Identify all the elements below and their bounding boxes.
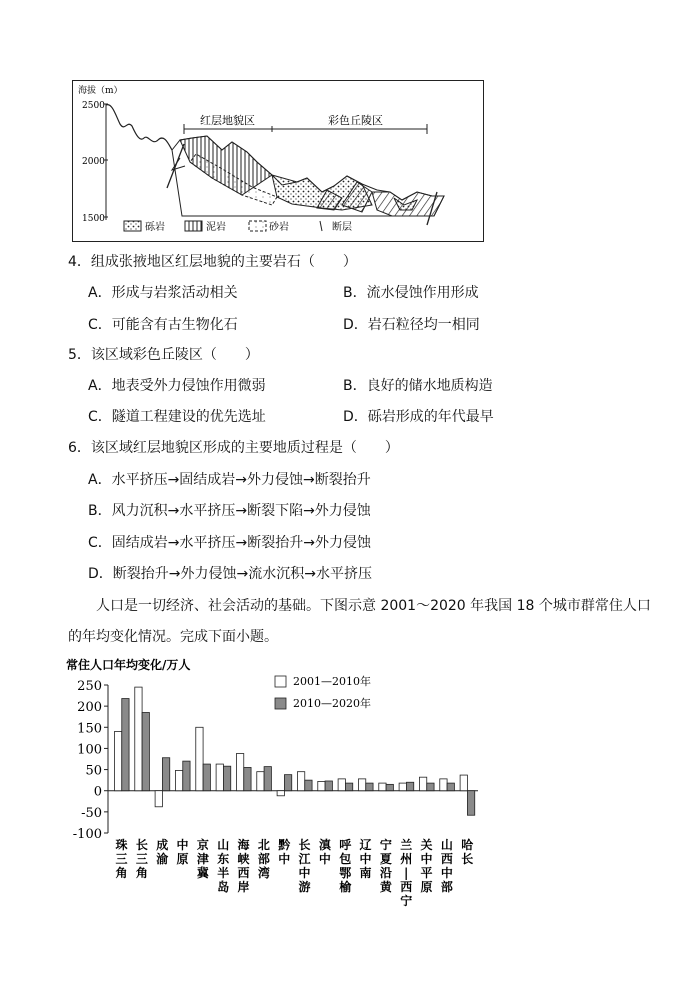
category-label: 滇中 [318,838,331,866]
geologic-cross-section [72,80,484,242]
legend-label: 2010—2020年 [293,697,371,710]
zone-label-red-beds: 红层地貌区 [200,114,255,127]
legend-label: 2001—2010年 [293,675,371,688]
category-label: 成渝 [156,838,169,866]
bar [427,783,434,791]
category-label: 北部湾 [257,838,270,880]
question-6-option-b[interactable]: B．风力沉积→水平挤压→断裂下陷→外力侵蚀 [88,503,371,519]
bar [358,779,365,791]
bar [406,782,413,790]
y-tick-label: 250 [77,679,102,694]
bar [203,764,210,791]
question-4-stem: 4．组成张掖地区红层地貌的主要岩石（ ） [68,254,357,270]
bar [460,775,467,791]
y-tick-label: 200 [77,700,102,716]
bar [244,767,251,790]
bar [297,772,304,791]
category-label: 山西中部 [440,838,453,894]
bar [183,761,190,791]
legend-sandstone-label: 砂岩 [269,222,289,233]
legend-swatch [275,676,286,687]
zone-label-colorful-hills: 彩色丘陵区 [328,114,383,127]
bar [236,754,243,791]
question-5-option-b[interactable]: B．良好的储水地质构造 [343,378,493,394]
bar [155,791,162,807]
population-change-bar-chart [60,655,480,910]
bar [440,779,447,791]
question-5-option-d[interactable]: D．砾岩形成的年代最早 [343,409,494,425]
category-label: 关中平原 [420,838,433,894]
legend-swatch [275,698,286,709]
bar [399,783,406,791]
bar [196,727,203,790]
geo-y-tick: 2500 [82,101,105,111]
question-5-option-c[interactable]: C．隧道工程建设的优先选址 [88,409,266,425]
bar [162,758,169,791]
category-label: 辽中南 [359,838,372,880]
intro-paragraph-line1: 人口是一切经济、社会活动的基础。下图示意 2001～2020 年我国 18 个城市群常住人口 [96,598,651,614]
bar [379,783,386,791]
category-label: 呼包鄂榆 [339,838,352,894]
bar [338,779,345,791]
intro-paragraph-line2: 的年均变化情况。完成下面小题。 [68,629,278,645]
question-4-option-b[interactable]: B．流水侵蚀作用形成 [343,285,479,301]
category-label: 中原 [176,838,189,866]
question-6-option-c[interactable]: C．固结成岩→水平挤压→断裂抬升→外力侵蚀 [88,535,371,551]
category-label: 京津冀 [196,838,209,880]
chart-title: 常住人口年均变化/万人 [66,658,191,672]
bar [142,712,149,790]
bar [366,783,373,791]
bar [175,770,182,790]
question-4-option-c[interactable]: C．可能含有古生物化石 [88,317,238,333]
category-label: 黔中 [278,838,291,866]
y-tick-label: 0 [93,784,102,800]
category-label: 长三角 [135,838,148,880]
y-tick-label: -100 [72,827,102,842]
geo-y-tick: 2000 [82,157,105,167]
bar [122,699,129,791]
category-label: 山东半岛 [217,838,230,894]
legend-fault-label: 断层 [332,222,352,233]
bar [135,687,142,791]
y-tick-label: 150 [77,721,102,737]
geo-y-tick: 1500 [82,214,105,224]
geo-y-label: 海拔（m） [78,86,123,96]
bar [318,781,325,790]
question-4-option-a[interactable]: A．形成与岩浆活动相关 [88,285,238,301]
bar [216,764,223,791]
bar [277,791,284,796]
legend-conglomerate-label: 砾岩 [145,222,165,233]
bar [257,772,264,791]
question-4-option-d[interactable]: D．岩石粒径均一相同 [343,317,480,333]
y-tick-label: 100 [77,742,102,758]
bar [284,775,291,791]
y-tick-label: 50 [85,763,102,779]
category-label: 长江中游 [298,838,311,894]
bar [419,777,426,791]
bar [447,783,454,791]
category-label: 珠三角 [115,838,128,880]
category-label: 哈长 [461,838,474,866]
bar [305,780,312,791]
bar [345,783,352,791]
bar [223,766,230,791]
bar [325,781,332,791]
question-5-stem: 5．该区域彩色丘陵区（ ） [68,347,259,363]
category-label: 兰州|西宁 [400,838,413,908]
question-6-option-d[interactable]: D．断裂抬升→外力侵蚀→流水沉积→水平挤压 [88,566,372,582]
bar [264,767,271,791]
question-6-stem: 6．该区域红层地貌区形成的主要地质过程是（ ） [68,440,399,456]
question-5-option-a[interactable]: A．地表受外力侵蚀作用微弱 [88,378,266,394]
category-label: 海峡西岸 [237,838,250,894]
bar [114,732,121,791]
legend-mudstone-label: 泥岩 [206,222,226,233]
question-6-option-a[interactable]: A．水平挤压→固结成岩→外力侵蚀→断裂抬升 [88,472,371,488]
bar [386,784,393,790]
y-tick-label: -50 [81,805,102,821]
bar [467,791,474,816]
category-label: 宁夏沿黄 [379,838,392,894]
